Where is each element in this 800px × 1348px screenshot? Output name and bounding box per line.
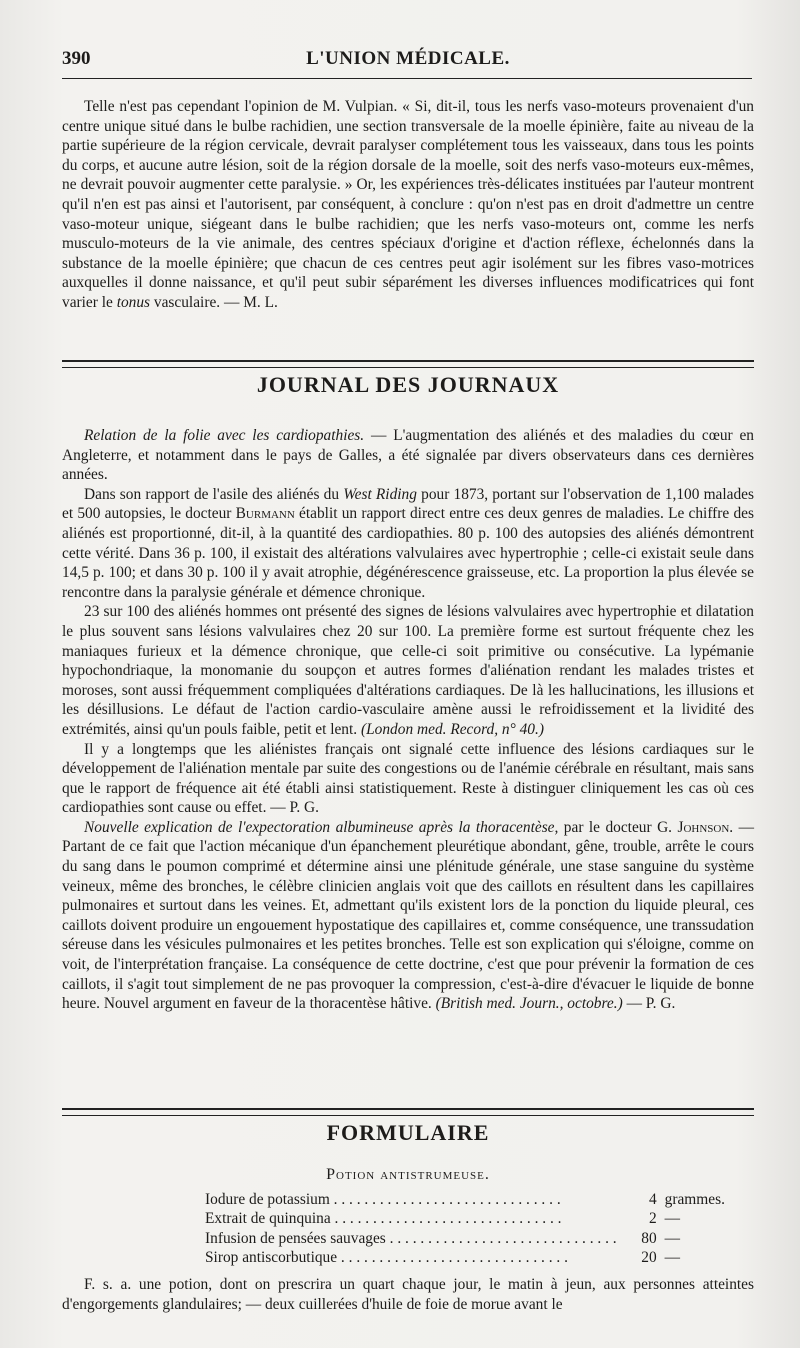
tonus-term: tonus <box>116 293 151 311</box>
section-title-journal: JOURNAL DES JOURNAUX <box>256 372 560 397</box>
ingredient-quantity: 4 <box>648 1191 657 1208</box>
article1-paragraph-4: Il y a longtemps que les aliénistes français ont signalé cette influence des lésions cardiaques sur le développement de l'aliénation mentale par suite des congestions ou de l'anémie cérébrale en résultant, mais sans que le rapport de fréquence ait été établi ainsi statistiquement. Reste à distinguer cliniquement les cas où ces cardiopathies sont cause ou effet. — P. G. <box>62 740 754 817</box>
ingredient-name: Sirop antiscorbutique . . . . . . . . . . . . . . . . . . . . . . . . . . . . . . <box>205 1248 568 1266</box>
article1-paragraph-2 <box>62 485 754 603</box>
ingredient-unit: grammes. <box>664 1191 725 1208</box>
article1-p2-text-a: Dans son rapport de l'asile des aliénés du <box>84 485 344 503</box>
article1-title: Relation de la folie avec les cardiopathies. <box>84 427 365 444</box>
section-rule <box>62 360 754 368</box>
recipe-table <box>205 1190 725 1267</box>
top-article-paragraph <box>62 97 754 313</box>
article2-reference: (British med. Journ., octobre.) <box>435 995 623 1013</box>
article2-by: par le docteur <box>558 818 658 836</box>
formulaire-rule <box>62 1108 754 1116</box>
recipe-title: Potion antistrumeuse. <box>326 1166 490 1183</box>
article1-p2-text-c: établit un rapport direct entre ces deux genres de maladies. Le chiffre des aliénés est proportionné, dit-il, à la quantité des cardiopathies. 80 p. 100 des autopsies des aliénés démontrent cette vérité. Dans 36 p. 100, il existait des altérations valvulaires avec hypertrophie ; celle-ci existait seule dans 14,5 p. 100; et dans 30 p. 100 il y avait atrophie, dégénérescence graisseuse, etc. La proportion la plus élevée se rencontre dans la paralysie générale et démence chronique. <box>62 505 754 601</box>
ingredient-unit: — <box>664 1210 681 1228</box>
ingredient-quantity: 2 <box>648 1210 657 1228</box>
article1-p3-text: 23 sur 100 des aliénés hommes ont présenté des signes de lésions valvulaires avec hypertrophie et dilatation le plus souvent sans lésions valvulaires chez 20 sur 100. La première forme est surtout fréquente chez les maniaques furieux et la démence chronique, que celle-ci soit primitive ou consécutive. La lypémanie hypochondriaque, la monomanie du soupçon et autres formes d'aliénation rendant les malades tristes et moroses, sont aussi fréquemment compliquées d'altérations cardiaques. De là les hallucinations, les illusions et les désillusions. Le défaut de l'action cardio-vasculaire amène aussi le refroidissement et la lividité des extrémités, ainsi qu'un pouls faible, petit et lent. <box>62 603 754 738</box>
article1-author: Burmann <box>235 505 295 523</box>
journal-section-body <box>62 426 754 1014</box>
ingredient-name: Iodure de potassium . . . . . . . . . . . . . . . . . . . . . . . . . . . . . . <box>205 1191 561 1208</box>
article1-paragraph-3 <box>62 602 754 739</box>
article1-lead-text: — L'augmentation des aliénés et des maladies du cœur en Angleterre, et notamment dans le pays de Galles, a été signalée par divers observateurs dans ces dernières années. <box>62 427 754 484</box>
article2-paragraph <box>62 818 754 1014</box>
header-rule <box>62 78 752 79</box>
article2-author: G. Johnson <box>657 818 730 836</box>
ingredient-unit: — <box>664 1229 681 1247</box>
ingredient-row <box>205 1190 725 1209</box>
article1-place: West Riding <box>343 485 417 503</box>
journal-title: L'UNION MÉDICALE. <box>306 48 510 69</box>
page-number: 390 <box>62 48 91 69</box>
ingredient-row <box>205 1248 725 1267</box>
top-article-text: Telle n'est pas cependant l'opinion de M. Vulpian. « Si, dit-il, tous les nerfs vaso-moteurs provenaient d'un centre unique situé dans le bulbe rachidien, une section transversale de la moelle épinière, faite au niveau de la partie supérieure de la région cervicale, devrait paralyser complétement tous les vaisseaux, dans tous les points du corps, et aucune autre lésion, soit de la région dorsale de la moelle, soit des nerfs vaso-moteurs eux-mêmes, ne devrait pouvoir augmenter cette paralysie. » Or, les expériences très-délicates instituées par l'auteur montrent qu'il n'en est pas ainsi et l'autorisent, par conséquent, à conclure : qu'on n'est pas en droit d'admettre un centre vaso-moteur unique, siégeant dans le bulbe rachidien; que les nerfs vaso-moteurs ont, comme les nerfs musculo-moteurs de la vie animale, des centres spéciaux d'origine et d'action réflexe, échelonnés dans la substance de la moelle épinière; que chacun de ces centres peut agir isolément sur les fibres vaso-motrices auxquelles il donne naissance, et qu'il peut subir séparément les diverses influences modificatrices qui font varier le <box>62 98 754 311</box>
top-article <box>62 97 754 313</box>
ingredient-quantity: 20 <box>641 1248 657 1266</box>
article2-text: . — Partant de ce fait que l'action mécanique d'un épanchement pleurétique abondant, gêne, trouble, arrête le cours du sang dans le poumon comprimé et détermine ainsi une plénitude générale, une stase sanguine du système veineux, même des bronches, le célèbre clinicien anglais voit que des caillots en résultent dans les capillaires pulmonaires et surtout dans les veines. Et, admettant qu'ils existent lors de la ponction du liquide pleural, ces caillots doivent produire un engouement hypostatique des capillaires et, comme conséquence, une transsudation séreuse dans les vésicules pulmonaires et les petites bronches. Telle est son explication qui s'éloigne, comme on voit, de l'interprétation française. La conséquence de cette doctrine, c'est que pour prévenir la formation de ces caillots, il s'agit tout simplement de ne pas provoquer la compression, c'est-à-dire d'évacuer le liquide de bonne heure. Nouvel argument en faveur de la thoracentèse hâtive. <box>62 818 754 1013</box>
article2-title: Nouvelle explication de l'expectoration albumineuse après la thoracentèse, <box>84 818 559 836</box>
ingredient-name: Infusion de pensées sauvages . . . . . . . . . . . . . . . . . . . . . . . . . . . . . . <box>205 1229 617 1247</box>
ingredient-row <box>205 1209 725 1228</box>
article2-signature: — P. G. <box>622 995 676 1013</box>
ingredient-row <box>205 1229 725 1248</box>
top-article-signature: vasculaire. — M. L. <box>150 293 278 311</box>
recipe-instructions: F. s. a. une potion, dont on prescrira un quart chaque jour, le matin à jeun, aux personnes atteintes d'engorgements glandulaires; — deux cuillerées d'huile de foie de morue avant le <box>62 1276 754 1313</box>
recipe-instructions-block <box>62 1275 754 1314</box>
article1-p2-text-b: pour 1873, portant sur l'observation de 1,100 malades et 500 autopsies, le docteur <box>62 485 754 523</box>
page-header <box>62 48 754 74</box>
ingredient-unit: — <box>664 1248 681 1266</box>
article1-lead <box>62 426 754 485</box>
section-title-formulaire: FORMULAIRE <box>326 1120 490 1145</box>
ingredient-quantity: 80 <box>641 1229 657 1247</box>
ingredient-name: Extrait de quinquina . . . . . . . . . . . . . . . . . . . . . . . . . . . . . . <box>205 1210 562 1228</box>
article1-reference: (London med. Record, n° 40.) <box>360 720 544 738</box>
